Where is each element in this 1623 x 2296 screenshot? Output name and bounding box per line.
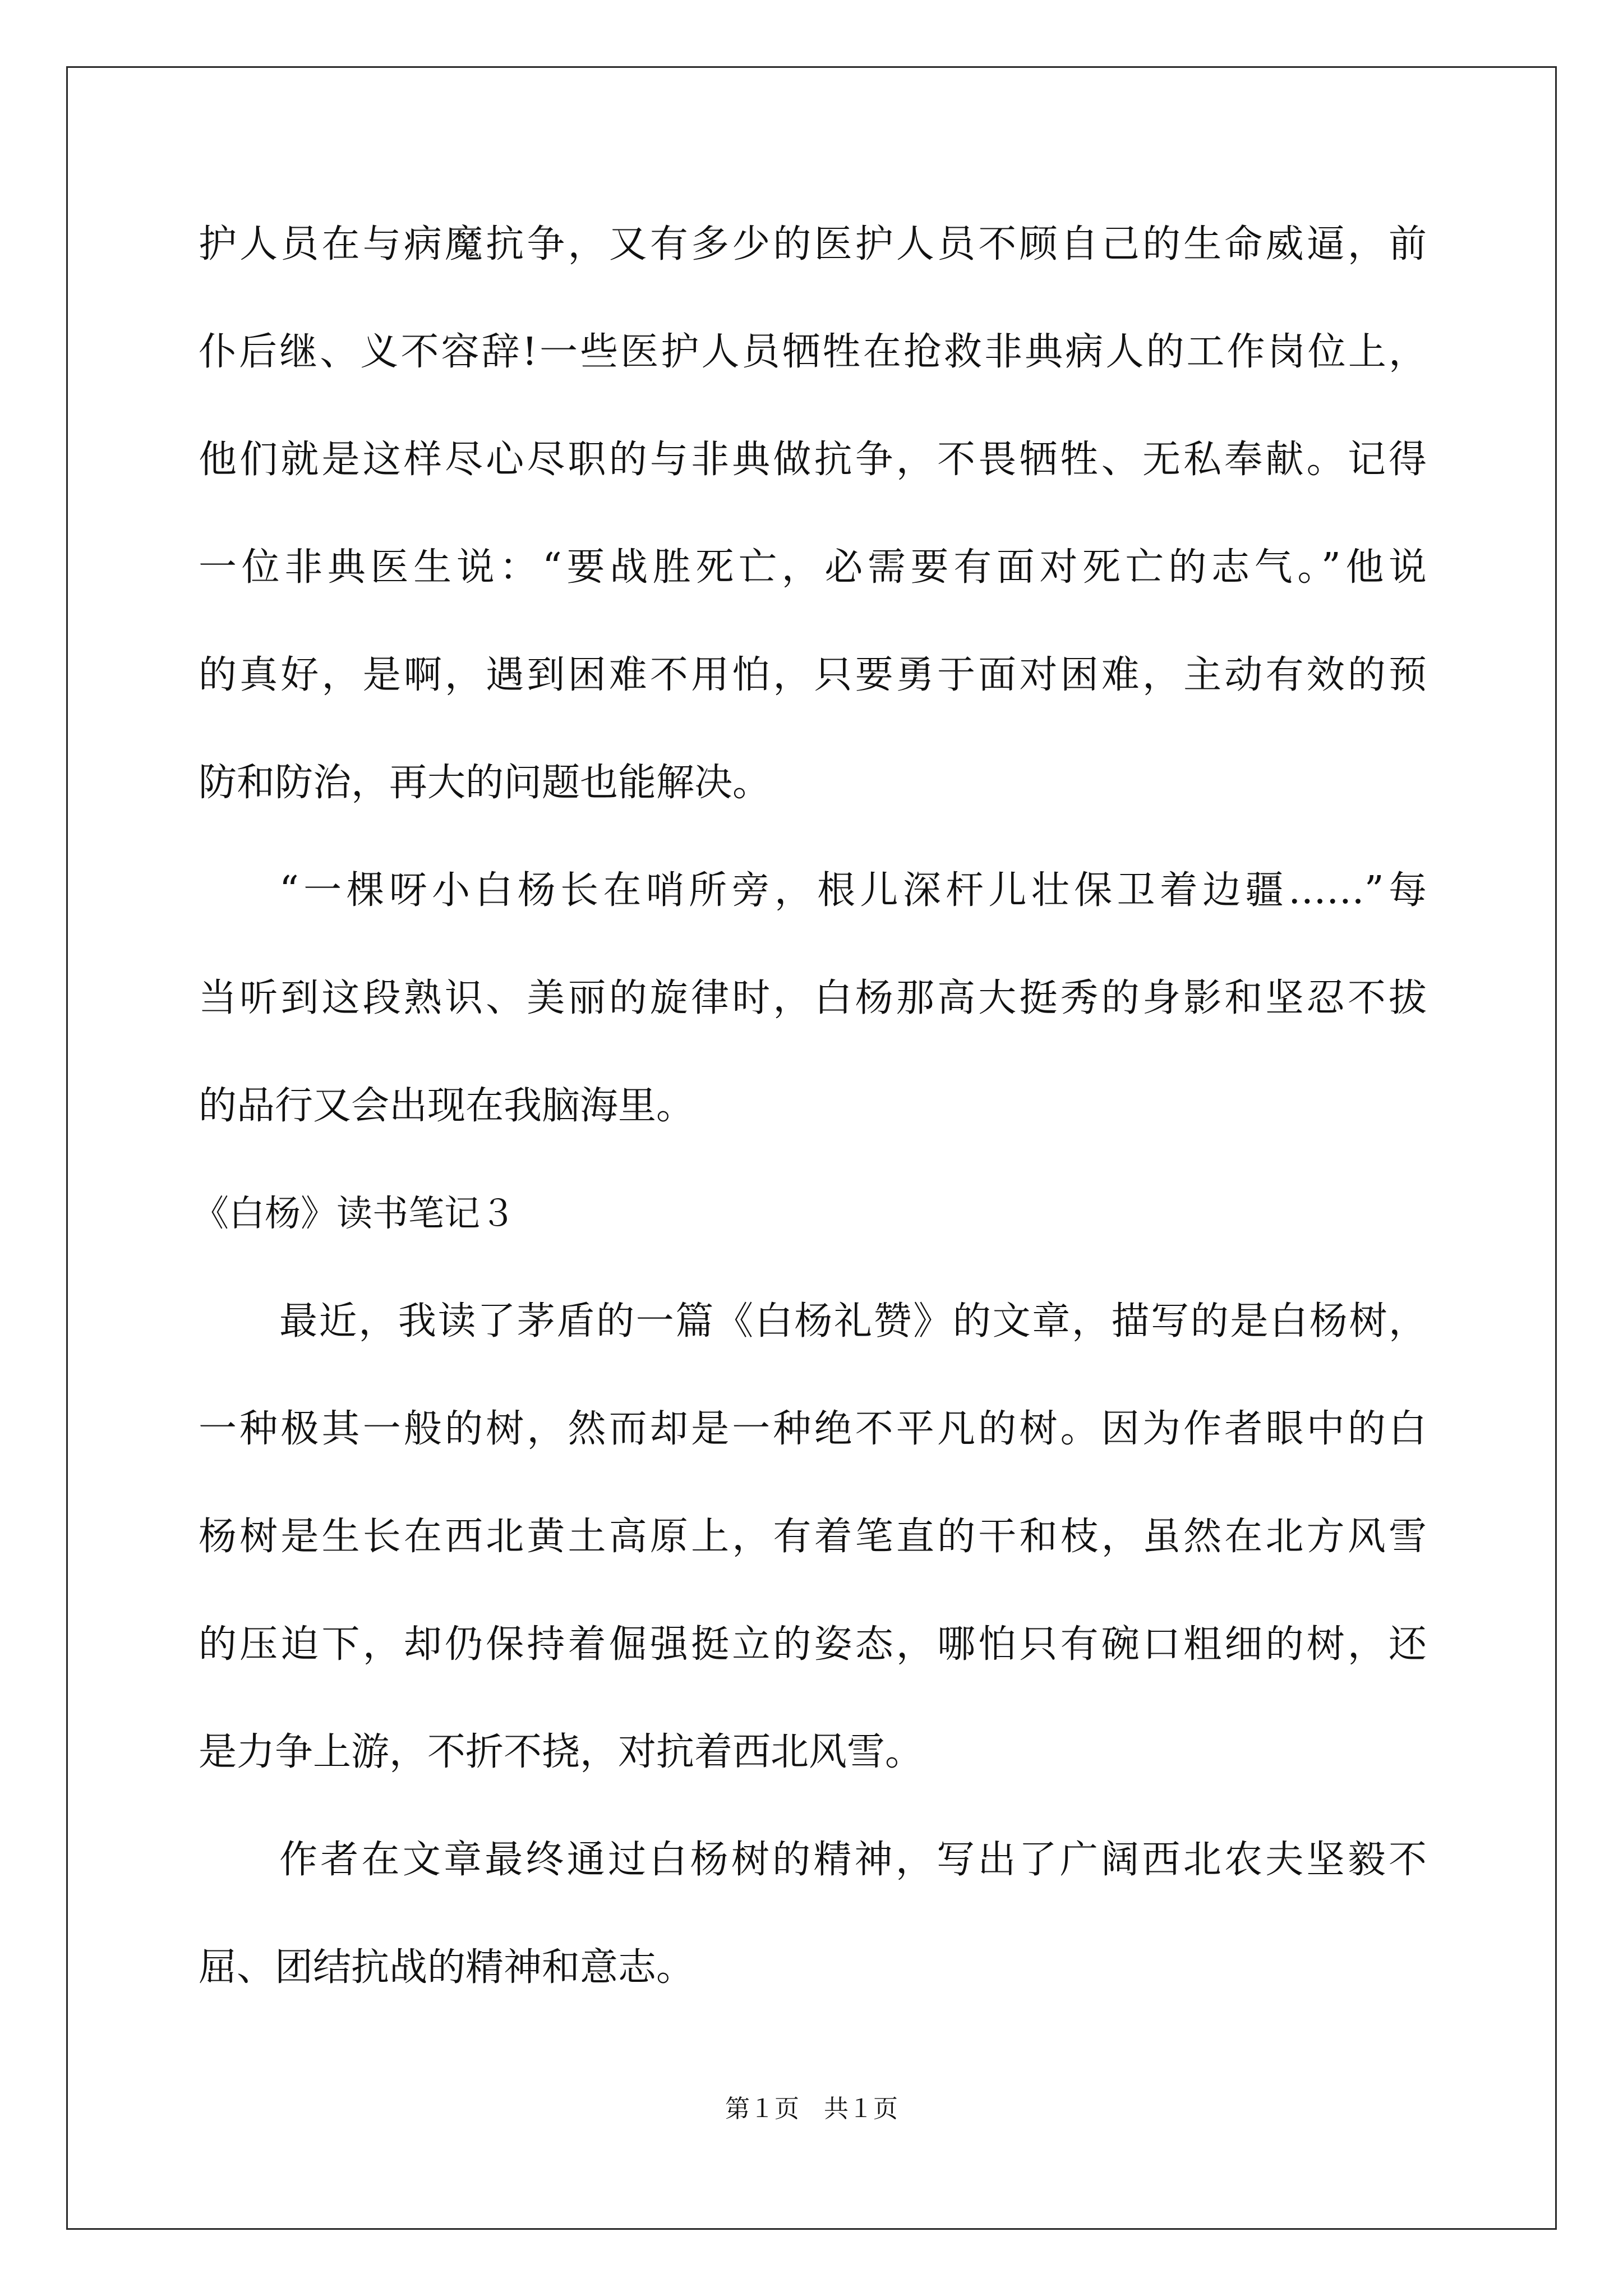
text-line: 最近，我读了茅盾的一篇《白杨礼赞》的文章，描写的是白杨树， bbox=[279, 1299, 1427, 1343]
text-line: 的真好，是啊，遇到困难不用怕，只要勇于面对困难，主动有效的预 bbox=[199, 653, 1427, 697]
text-line: 杨树是生长在西北黄土高原上，有着笔直的干和枝，虽然在北方风雪 bbox=[199, 1515, 1427, 1559]
text-line: 一种极其一般的树，然而却是一种绝不平凡的树。因为作者眼中的白 bbox=[199, 1407, 1427, 1451]
text-line: 护人员在与病魔抗争，又有多少的医护人员不顾自己的生命威逼，前 bbox=[199, 222, 1427, 266]
document-body bbox=[193, 191, 1427, 2022]
text-line: 防和防治，再大的问题也能解决。 bbox=[199, 761, 771, 805]
text-line: 一位非典医生说：“要战胜死亡，必需要有面对死亡的志气。”他说 bbox=[199, 545, 1427, 590]
text-line: 他们就是这样尽心尽职的与非典做抗争，不畏牺牲、无私奉献。记得 bbox=[199, 438, 1427, 482]
text-line: 的品行又会出现在我脑海里。 bbox=[199, 1084, 695, 1128]
text-line: 仆后继、义不容辞!一些医护人员牺牲在抢救非典病人的工作岗位上， bbox=[199, 330, 1427, 374]
page-number-current: 第１页 bbox=[725, 2095, 799, 2123]
page-number-total: 共１页 bbox=[824, 2095, 898, 2123]
text-line: 屈、团结抗战的精神和意志。 bbox=[199, 1945, 695, 1990]
page-footer bbox=[0, 2092, 1623, 2126]
section-heading: 《白杨》读书笔记３ bbox=[193, 1193, 516, 1235]
text-line: “一棵呀小白杨长在哨所旁，根儿深杆儿壮保卫着边疆……”每 bbox=[279, 868, 1427, 913]
text-line: 当听到这段熟识、美丽的旋律时，白杨那高大挺秀的身影和坚忍不拔 bbox=[199, 976, 1427, 1020]
text-line: 作者在文章最终通过白杨树的精神，写出了广阔西北农夫坚毅不 bbox=[279, 1838, 1427, 1882]
text-line: 是力争上游，不折不挠，对抗着西北风雪。 bbox=[199, 1730, 924, 1774]
text-line: 的压迫下，却仍保持着倔强挺立的姿态，哪怕只有碗口粗细的树，还 bbox=[199, 1622, 1427, 1667]
